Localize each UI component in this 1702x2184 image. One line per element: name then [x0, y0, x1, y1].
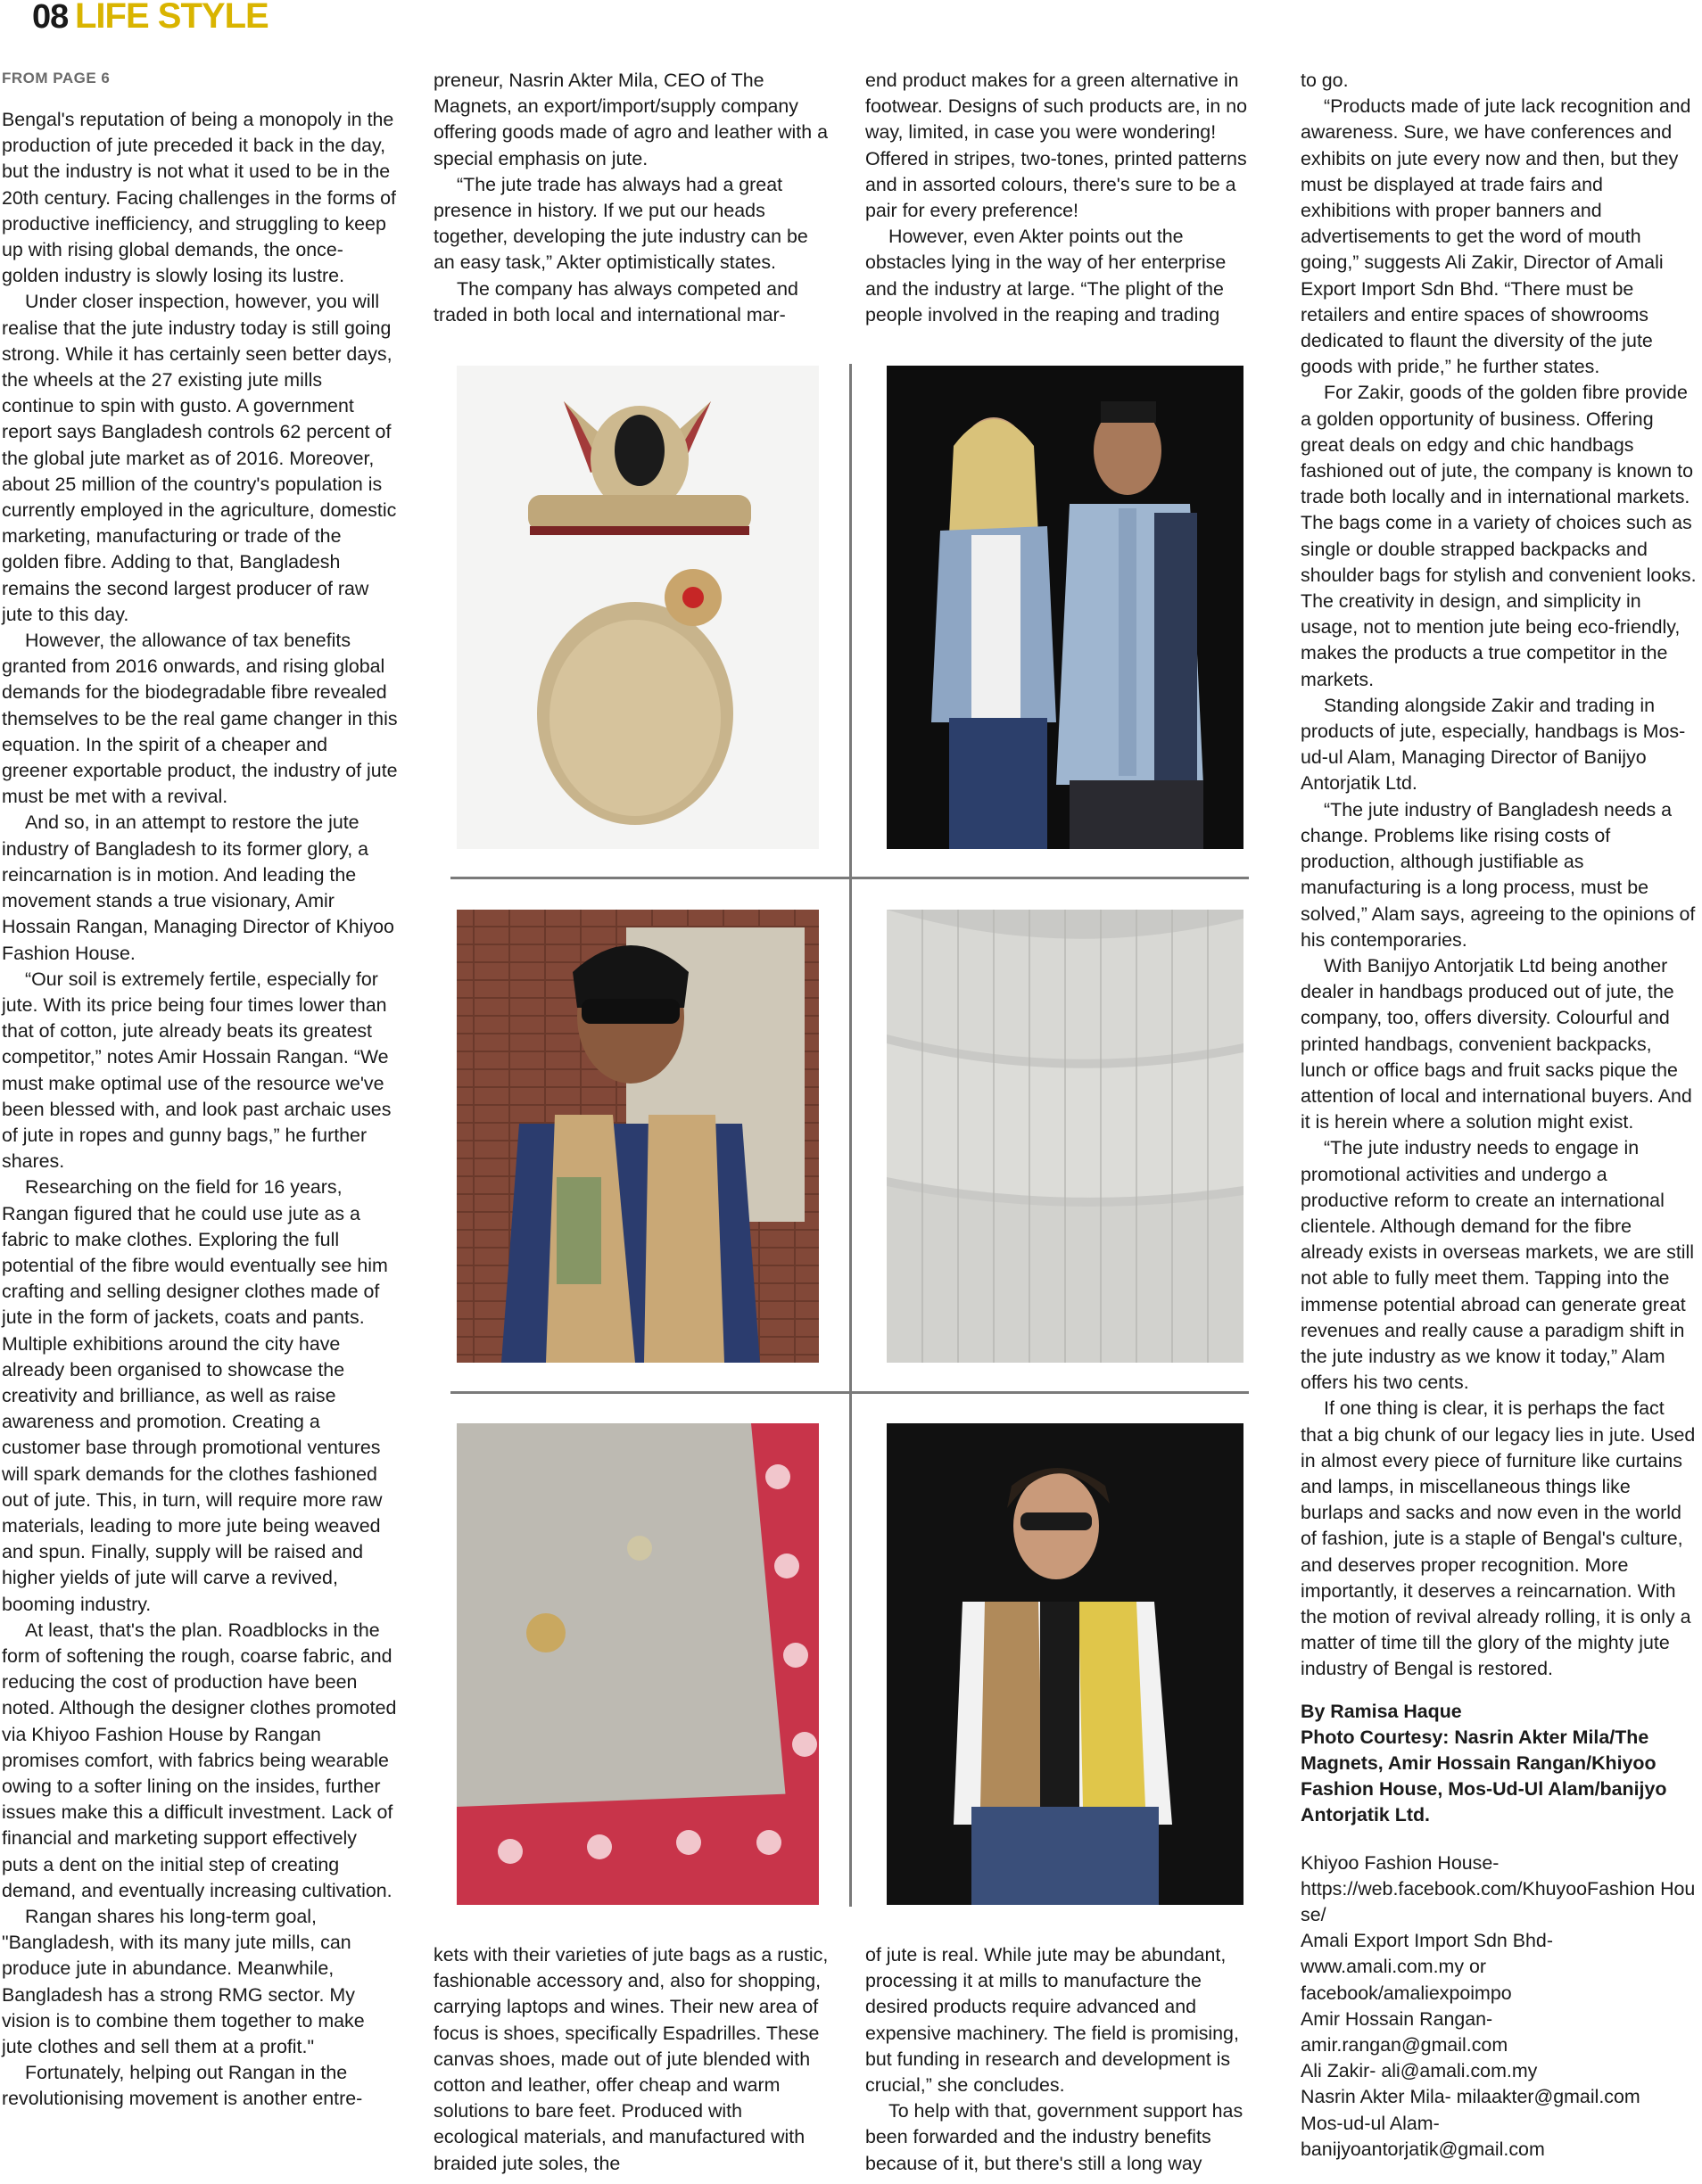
- contact-line: banijyoantorjatik@gmail.com: [1301, 2138, 1545, 2160]
- paragraph: Fortunately, helping out Rangan in the revolutionising movement is another entre-: [2, 2062, 363, 2110]
- paragraph: Standing alongside Zakir and trading in products of jute, especially, handbags is Mos-ud-ul Alam, Managing Director of Banijyo Antorjatik Ltd.: [1301, 694, 1686, 795]
- paragraph: kets with their varieties of jute bags as a rustic, fashionable accessory and, also for shopping, carrying laptops and wines. Their new area of focus is shoes, specifically Espadrilles. These canvas shoes, made out of jute blended with cotton and leather, offer cheap and warm solutions to bare feet. Produced with ecological materials, and manufactured with braided jute soles, the: [434, 1944, 829, 2174]
- article-column-4: [1301, 68, 1697, 2163]
- page-number: 08: [32, 0, 69, 36]
- paragraph: Researching on the field for 16 years, Rangan figured that he could use jute as a fabric to make clothes. Exploring the full potential of the fibre would eventually see him crafting and selling designer clothes made of jute in the form of jackets, coats and pants. Multiple exhibitions around the city have already been organised to showcase the creativity and brilliance, as well as raise awareness and promotion. Creating a customer base through promotional ventures will spark demands for the clothes fashioned out of jute. This, in turn, will require more raw materials, leading to more jute being weaved and spun. Finally, supply will be raised and higher yields of jute will carve a revived, booming industry.: [2, 1176, 388, 1615]
- contact-line: Khiyoo Fashion House-: [1301, 1851, 1500, 1874]
- contact-list: [1301, 1850, 1697, 2163]
- paragraph: preneur, Nasrin Akter Mila, CEO of The Magnets, an export/import/supply company offering goods made of agro and leather with a special emphasis on jute.: [434, 70, 828, 169]
- paragraph: To help with that, government support has been forwarded and the industry benefits because of it, but there's still a long way: [865, 2100, 1243, 2174]
- photo-embroidered-jute-cloth: [457, 1423, 819, 1905]
- author: By Ramisa Haque: [1301, 1700, 1462, 1722]
- paragraph: “The jute industry of Bangladesh needs a change. Problems like rising costs of production, although justifiable as manufacturing is a long process, must be solved,” Alam says, agreeing to the opinions of his contemporaries.: [1301, 798, 1696, 951]
- paragraph: For Zakir, goods of the golden fibre provide a golden opportunity of business. Offering great deals on edgy and chic handbags fashioned out of jute, the company is known to trade both locally and in international markets. The bags come in a variety of choices such as single or double strapped backpacks and shoulder bags for stylish and convenient looks. The creativity in design, and simplicity in usage, not to mention jute being eco-friendly, makes the products a true competitor in the markets.: [1301, 382, 1697, 690]
- photo-jute-sandal: [457, 366, 819, 849]
- fabric-rolls-illustration: [887, 910, 1243, 1363]
- contact-line: Ali Zakir- ali@amali.com.my: [1301, 2060, 1538, 2082]
- article-column-2-top: [434, 68, 830, 328]
- paragraph: And so, in an attempt to restore the jute industry of Bangladesh to its former glory, a reincarnation is in motion. And leading the movement stands a true visionary, Amir Hossain Rangan, Managing Director of Khiyoo Fashion House.: [2, 812, 394, 964]
- jute-sandal-illustration: [457, 366, 819, 849]
- contact-line: www.amali.com.my or: [1301, 1956, 1486, 1978]
- paragraph: “The jute industry needs to engage in promotional activities and undergo a productive reform to create an international clientele. Although demand for the fibre already exists in overseas markets, we are still not able to fully meet them. Tapping into the immense potential abroad can generate great revenues and really cause a paradigm shift in the jute industry as we know it today,” Alam offers his two cents.: [1301, 1137, 1695, 1394]
- paragraph: end product makes for a green alternative in footwear. Designs of such products are, in no way, limited, in case you were wondering! Offered in stripes, two-tones, printed patterns and in assorted colours, there's sure to be a pair for every preference!: [865, 70, 1248, 222]
- section-title: LIFE STYLE: [75, 0, 269, 36]
- photo-couple-jute-jackets: [887, 366, 1243, 849]
- paragraph: “Products made of jute lack recognition and awareness. Sure, we have conferences and exhibits on jute every now and then, but they must be displayed at trade fairs and exhibitions with proper banners and advertisements to get the word of mouth going,” suggests Ali Zakir, Director of Amali Export Import Sdn Bhd. “There must be retailers and entire spaces of showrooms dedicated to flaunt the diversity of the jute goods with pride,” he further states.: [1301, 95, 1691, 378]
- page-header: [0, 0, 624, 39]
- contact-line: Amali Export Import Sdn Bhd-: [1301, 1930, 1553, 1952]
- man-vest-illustration: [457, 910, 819, 1363]
- paragraph: However, even Akter points out the obstacles lying in the way of her enterprise and the industry at large. “The plight of the people involved in the reaping and trading: [865, 226, 1227, 326]
- photo-man-jute-vest: [457, 910, 819, 1363]
- contact-line: Nasrin Akter Mila- milaakter@gmail.com: [1301, 2086, 1640, 2108]
- byline: [1301, 1699, 1697, 1829]
- contact-line: Mos-ud-ul Alam-: [1301, 2112, 1440, 2134]
- couple-illustration: [887, 366, 1243, 849]
- photo-grid-divider-vertical: [849, 364, 852, 1907]
- contact-line: facebook/amaliexpoimpo: [1301, 1982, 1512, 2004]
- paragraph: Rangan shares his long-term goal, "Bangladesh, with its many jute mills, can produce jute in abundance. Meanwhile, Bangladesh has a strong RMG sector. My vision is to combine them together to make jute clothes and sell them at a profit.": [2, 1906, 365, 2058]
- paragraph: to go.: [1301, 70, 1349, 91]
- continued-from-label: FROM PAGE 6: [2, 70, 111, 87]
- photo-woman-jute-vest: [887, 1423, 1243, 1905]
- photo-jute-fabric-rolls: [887, 910, 1243, 1363]
- contact-line: amir.rangan@gmail.com: [1301, 2034, 1508, 2056]
- contact-line: https://web.facebook.com/KhuyooFashion House/: [1301, 1877, 1696, 1926]
- article-column-3-bottom: [865, 1942, 1261, 2177]
- contact-line: Amir Hossain Rangan-: [1301, 2007, 1493, 2030]
- paragraph: The company has always competed and traded in both local and international mar-: [434, 277, 798, 326]
- paragraph: However, the allowance of tax benefits granted from 2016 onwards, and rising global demands for the biodegradable fibre revealed themselves to be the real game changer in this equation. In the spirit of a cheaper and greener exportable product, the industry of jute must be met with a revival.: [2, 630, 398, 808]
- paragraph: With Banijyo Antorjatik Ltd being another dealer in handbags produced out of jute, the company, too, offers diversity. Colourful and printed handbags, convenient backpacks, lunch or office bags and fruit sacks pique the attention of local and international buyers. And it is herein where a solution might exist.: [1301, 954, 1692, 1133]
- article-column-2-bottom: [434, 1942, 830, 2177]
- paragraph: At least, that's the plan. Roadblocks in the form of softening the rough, coarse fabric, and reducing the cost of production have been noted. Although the designer clothes promoted via Khiyoo Fashion House by Rangan promises comfort, with fabrics being wearable owing to a softer lining on the insides, further issues make this a difficult investment. Lack of financial and marketing support effectively puts a dent on the initial step of creating demand, and eventually increasing cultivation.: [2, 1619, 397, 1901]
- woman-vest-illustration: [887, 1423, 1243, 1905]
- paragraph: “The jute trade has always had a great presence in history. If we put our heads together, developing the jute industry can be an easy task,” Akter optimistically states.: [434, 173, 808, 274]
- embroidered-cloth-illustration: [457, 1423, 819, 1905]
- paragraph: “Our soil is extremely fertile, especially for jute. With its price being four times lower than that of cotton, jute already beats its greatest competitor,” notes Amir Hossain Rangan. “We must make optimal use of the resource we've been blessed with, and look past archaic uses of jute in ropes and gunny bags,” he further shares.: [2, 968, 392, 1173]
- paragraph: Under closer inspection, however, you will realise that the jute industry today is still going strong. While it has certainly seen better days, the wheels at the 27 existing jute mills continue to spin with gusto. A government report says Bangladesh controls 62 percent of the global jute market as of 2016. Moreover, about 25 million of the country's population is currently employed in the agriculture, domestic marketing, manufacturing or trade of the golden fibre. Adding to that, Bangladesh remains the second largest producer of raw jute to this day.: [2, 291, 397, 625]
- article-column-3-top: [865, 68, 1261, 328]
- article-column-1: [2, 107, 398, 2113]
- photo-grid-divider-horizontal: [450, 877, 1249, 879]
- photo-courtesy: Photo Courtesy: Nasrin Akter Mila/The Magnets, Amir Hossain Rangan/Khiyoo Fashion House, Mos-Ud-Ul Alam/banijyo Antorjatik Ltd.: [1301, 1726, 1667, 1826]
- paragraph: of jute is real. While jute may be abundant, processing it at mills to manufacture the desired products require advanced and expensive machinery. The field is promising, but funding in research and development is crucial,” she concludes.: [865, 1944, 1239, 2097]
- paragraph: If one thing is clear, it is perhaps the fact that a big chunk of our legacy lies in jute. Used in almost every piece of furniture like curtains and lamps, in miscellaneous things like burlaps and sacks and now even in the world of fashion, jute is a staple of Bengal's culture, and deserves proper recognition. More importantly, it deserves a reincarnation. With the motion of revival already rolling, it is only a matter of time till the glory of the mighty jute industry of Bengal is restored.: [1301, 1397, 1696, 1680]
- photo-grid-divider-horizontal: [450, 1391, 1249, 1394]
- paragraph: Bengal's reputation of being a monopoly in the production of jute preceded it back in the day, but the industry is not what it used to be in the 20th century. Facing challenges in the forms of productive inefficiency, and struggling to keep up with rising global demands, the once-golden industry is slowly losing its lustre.: [2, 109, 396, 287]
